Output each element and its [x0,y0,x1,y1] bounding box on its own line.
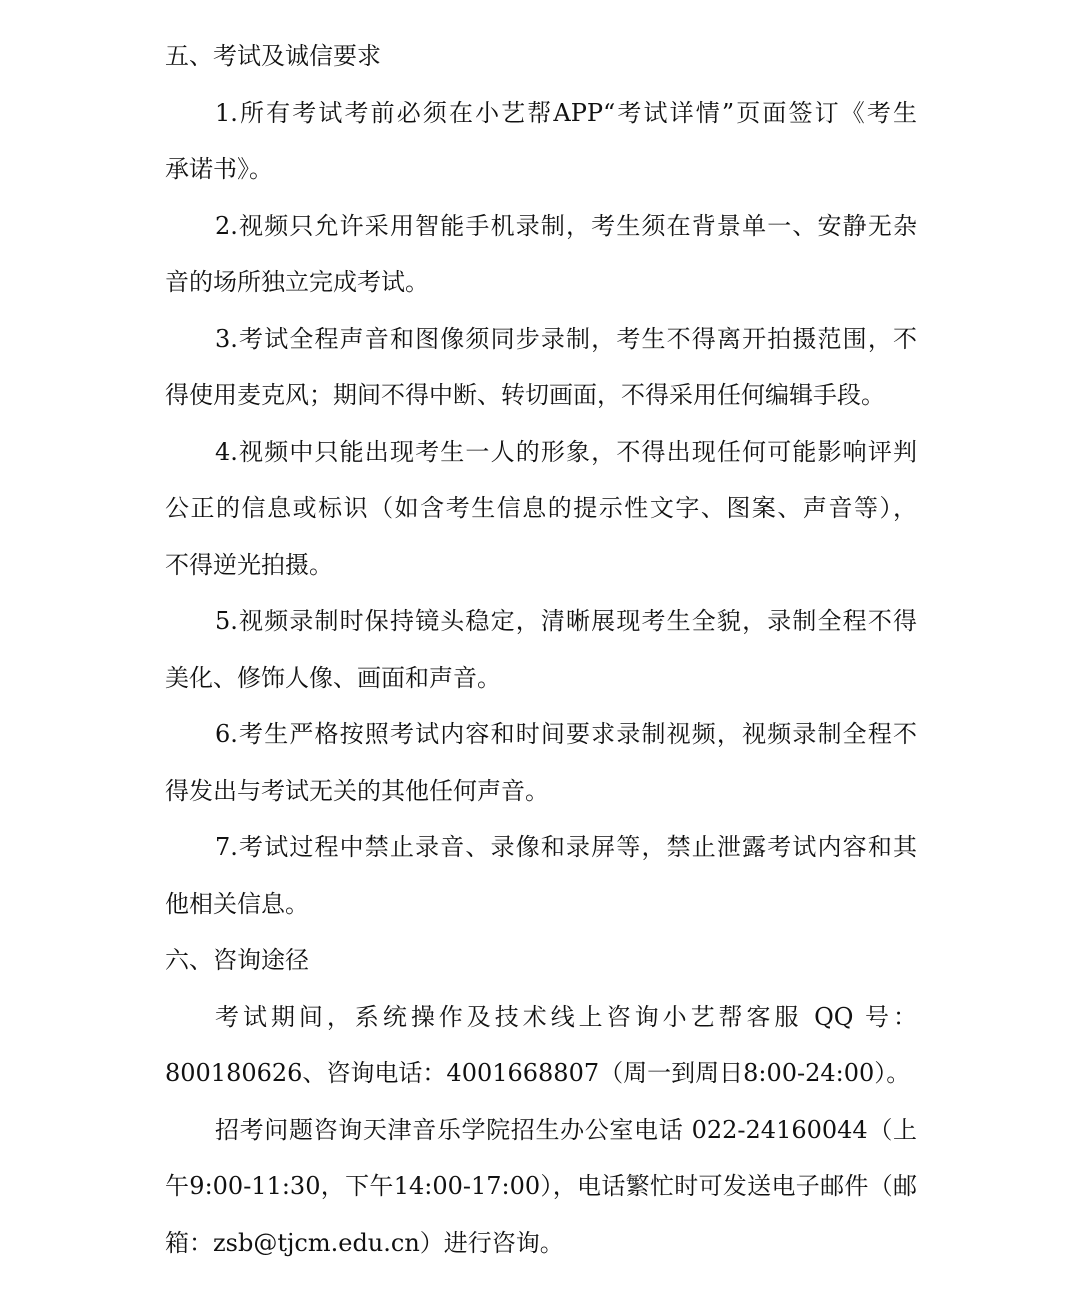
consultation-technical [165,989,917,1102]
paragraph-line: 承诺书》。 [165,155,273,183]
paragraph-line: 箱：zsb@tjcm.edu.cn）进行咨询。 [165,1228,564,1257]
paragraph-line: 得使用麦克风；期间不得中断、转切画面，不得采用任何编辑手段。 [165,381,885,409]
paragraph-line: 6.考生严格按照考试内容和时间要求录制视频，视频录制全程不 [215,720,917,748]
exam-rule-4 [165,424,917,594]
paragraph-line: 得发出与考试无关的其他任何声音。 [165,776,549,805]
paragraph-line: 他相关信息。 [165,889,309,918]
exam-rule-6 [165,706,917,819]
paragraph-line: 4.视频中只能出现考生一人的形象，不得出现任何可能影响评判 [215,437,917,466]
section-heading-exam-integrity: 五、考试及诚信要求 [165,42,381,70]
paragraph-line: 考试期间，系统操作及技术线上咨询小艺帮客服 QQ 号： [215,1002,917,1031]
exam-rule-7 [165,819,917,932]
paragraph-line: 3.考试全程声音和图像须同步录制，考生不得离开拍摄范围，不 [215,324,917,353]
paragraph-line: 5.视频录制时保持镜头稳定，清晰展现考生全貌，录制全程不得 [215,607,917,635]
paragraph-line: 不得逆光拍摄。 [165,550,333,579]
paragraph-line: 招考问题咨询天津音乐学院招生办公室电话 022-24160044（上 [215,1115,917,1144]
exam-rule-3 [165,311,917,424]
document-page [165,28,917,1271]
exam-rule-1 [165,85,917,198]
paragraph-line: 公正的信息或标识（如含考生信息的提示性文字、图案、声音等）， [165,494,917,522]
paragraph-line: 1.所有考试考前必须在小艺帮APP“考试详情”页面签订《考生 [215,98,917,127]
consultation-admissions [165,1102,917,1272]
exam-rule-5 [165,593,917,706]
section-heading-consultation: 六、咨询途径 [165,946,309,974]
paragraph-line: 2.视频只允许采用智能手机录制，考生须在背景单一、安静无杂 [215,211,917,240]
exam-rule-2 [165,198,917,311]
paragraph-line: 午9:00-11:30，下午14:00-17:00），电话繁忙时可发送电子邮件（邮 [165,1172,917,1200]
paragraph-line: 音的场所独立完成考试。 [165,268,429,296]
paragraph-line: 7.考试过程中禁止录音、录像和录屏等，禁止泄露考试内容和其 [215,833,917,861]
paragraph-line: 美化、修饰人像、画面和声音。 [165,663,501,692]
paragraph-line: 800180626、咨询电话：4001668807（周一到周日8:00-24:00）。 [165,1059,911,1087]
